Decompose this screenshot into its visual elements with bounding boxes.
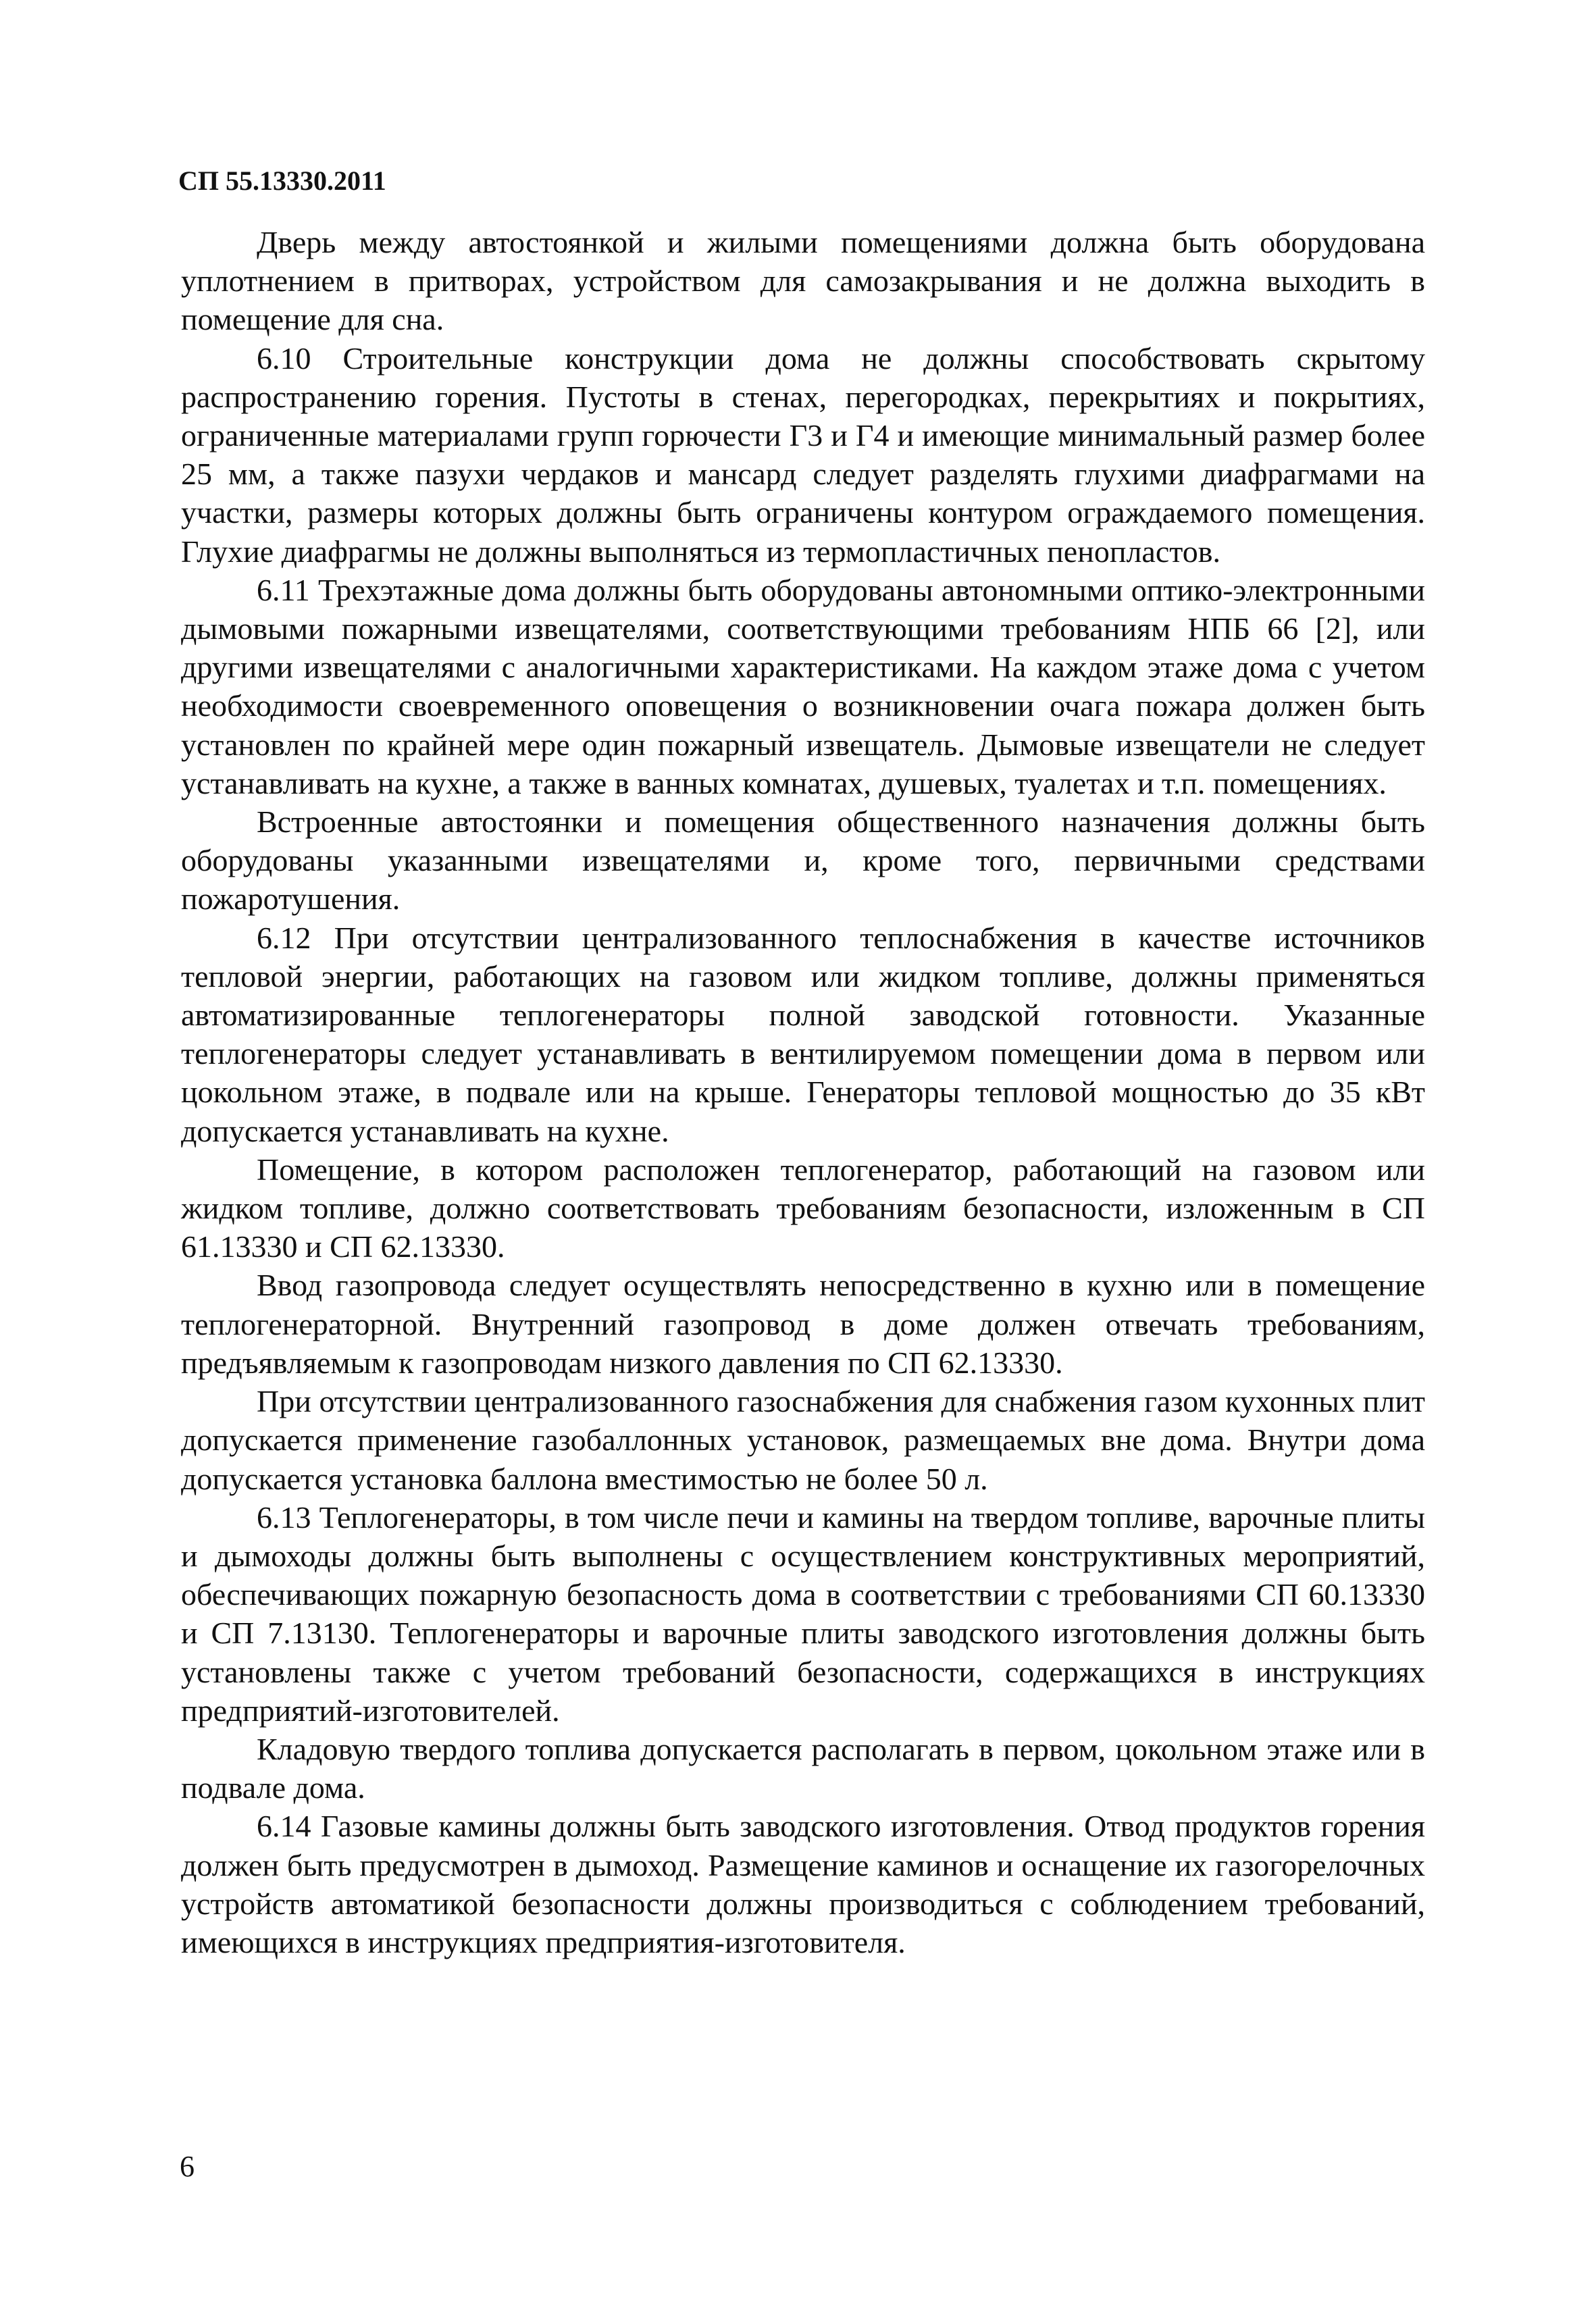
page-number: 6 (180, 2150, 195, 2183)
paragraph-gas-cylinders: При отсутствии централизованного газоснабжения для снабжения газом кухонных плит допускается применение газобаллонных установок, размещаемых вне дома. Внутри дома допускается установка баллона вместимостью не более 50 л. (181, 1384, 1425, 1496)
paragraph-6-13: 6.13 Теплогенераторы, в том числе печи и камины на твердом топливе, варочные плиты и дымоходы должны быть выполнены с осуществлением конструктивных мероприятий, обеспечивающих пожарную безопасность дома в соответствии с требованиями СП 60.13330 и СП 7.13130. Теплогенераторы и варочные плиты заводского изготовления должны быть установлены также с учетом требований безопасности, содержащихся в инструкциях предприятий-изготовителей. (181, 1499, 1425, 1728)
paragraph-6-12: 6.12 При отсутствии централизованного теплоснабжения в качестве источников тепловой энергии, работающих на газовом или жидком топливе, должны применяться автоматизированные теплогенераторы полной заводской готовности. Указанные теплогенераторы следует устанавливать в вентилируемом помещении дома в первом или цокольном этаже, в подвале или на крыше. Генераторы тепловой мощностью до 35 кВт допускается устанавливать на кухне. (181, 920, 1425, 1148)
paragraph-6-14: 6.14 Газовые камины должны быть заводского изготовления. Отвод продуктов горения должен быть предусмотрен в дымоход. Размещение каминов и оснащение их газогорелочных устройств автоматикой безопасности должны производиться с соблюдением требований, имеющихся в инструкциях предприятия-изготовителя. (181, 1809, 1425, 1959)
paragraph-heat-generator-room: Помещение, в котором расположен теплогенератор, работающий на газовом или жидком топливе, должно соответствовать требованиям безопасности, изложенным в СП 61.13330 и СП 62.13330. (181, 1152, 1425, 1264)
paragraph-6-10: 6.10 Строительные конструкции дома не должны способствовать скрытому распространению горения. Пустоты в стенах, перегородках, перекрытиях и покрытиях, ограниченные материалами групп горючести Г3 и Г4 и имеющие минимальный размер более 25 мм, а также пазухи чердаков и мансард следует разделять глухими диафрагмами на участки, размеры которых должны быть ограничены контуром ограждаемого помещения. Глухие диафрагмы не должны выполняться из термопластичных пенопластов. (181, 340, 1425, 569)
paragraph-solid-fuel-storage: Кладовую твердого топлива допускается располагать в первом, цокольном этаже или в подвале дома. (181, 1731, 1425, 1805)
paragraph-door: Дверь между автостоянкой и жилыми помещениями должна быть оборудована уплотнением в притворах, устройством для самозакрывания и не должна выходить в помещение для сна. (181, 225, 1425, 337)
paragraph-gas-pipeline: Ввод газопровода следует осуществлять непосредственно в кухню или в помещение теплогенераторной. Внутренний газопровод в доме должен отвечать требованиям, предъявляемым к газопроводам низкого давления по СП 62.13330. (181, 1268, 1425, 1380)
paragraph-6-11: 6.11 Трехэтажные дома должны быть оборудованы автономными оптико-электронными дымовыми пожарными извещателями, соответствующими требованиям НПБ 66 [2], или другими извещателями с аналогичными характеристиками. На каждом этаже дома с учетом необходимости своевременного оповещения о возникновении очага пожара должен быть установлен по крайней мере один пожарный извещатель. Дымовые извещатели не следует устанавливать на кухне, а также в ванных комнатах, душевых, туалетах и т.п. помещениях. (181, 572, 1425, 800)
paragraph-built-in-parking: Встроенные автостоянки и помещения общественного назначения должны быть оборудованы указанными извещателями и, кроме того, первичными средствами пожаротушения. (181, 804, 1425, 917)
document-code-header: СП 55.13330.2011 (178, 165, 386, 196)
document-body (181, 223, 1425, 1961)
